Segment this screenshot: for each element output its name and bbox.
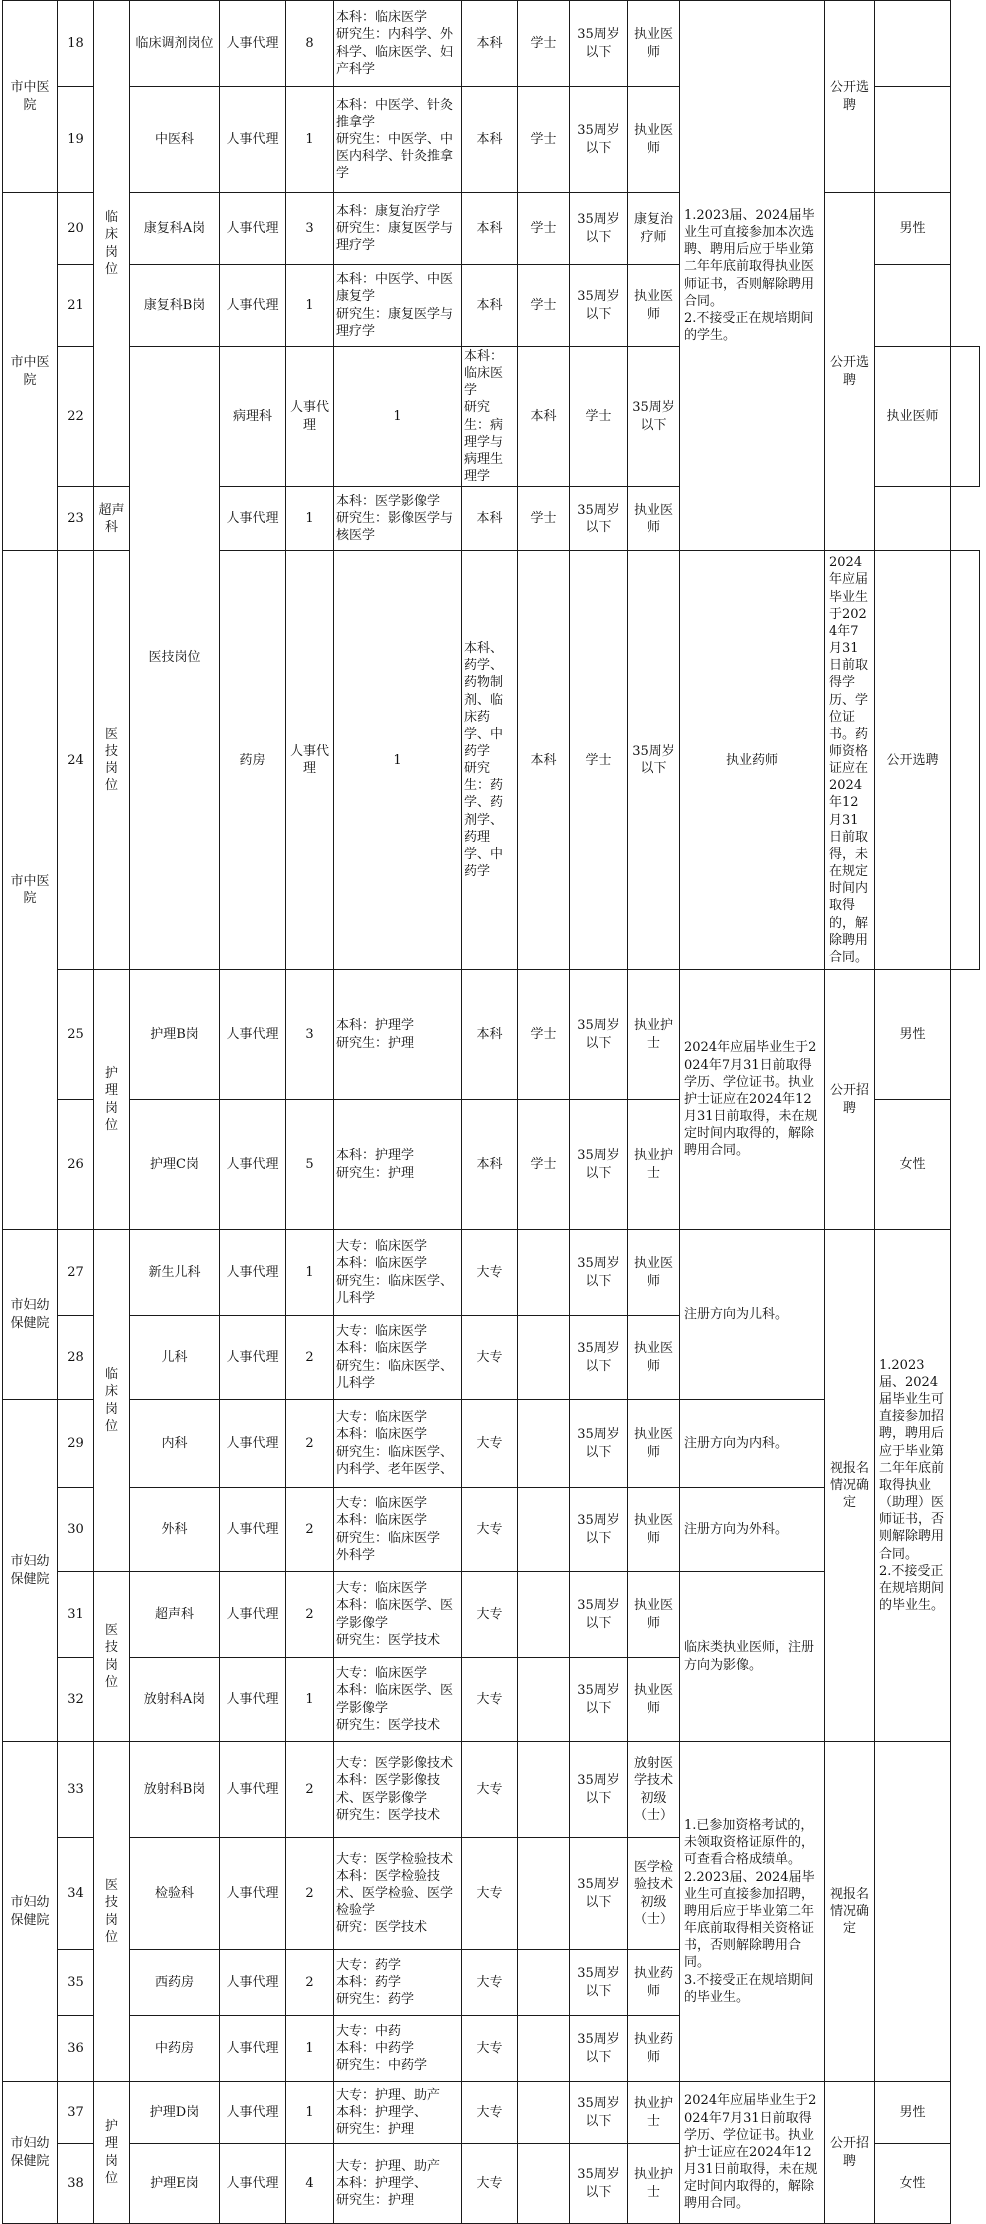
major-requirements: 大专：临床医学 本科：临床医学、医学影像学 研究生：医学技术 <box>334 1572 462 1658</box>
staff-type: 人事代理 <box>220 193 286 265</box>
age-limit: 35周岁以下 <box>570 265 628 347</box>
age-limit: 35周岁以下 <box>570 2016 628 2082</box>
staff-type: 人事代理 <box>220 1572 286 1658</box>
major-requirements: 本科：护理学 研究生：护理 <box>334 1100 462 1230</box>
degree <box>518 1316 570 1400</box>
row-number: 30 <box>58 1488 94 1572</box>
education: 大专 <box>462 1316 518 1400</box>
category-cell: 医技岗位 <box>94 1742 130 2082</box>
staff-type: 人事代理 <box>220 1950 286 2016</box>
headcount: 1 <box>334 347 462 487</box>
degree <box>518 2082 570 2144</box>
age-limit: 35周岁以下 <box>570 1100 628 1230</box>
row-number: 35 <box>58 1950 94 2016</box>
staff-type: 人事代理 <box>220 1400 286 1488</box>
degree <box>518 1950 570 2016</box>
staff-type: 人事代理 <box>220 87 286 193</box>
age-limit: 35周岁以下 <box>570 87 628 193</box>
qualification: 执业药师 <box>628 1950 680 2016</box>
qualification: 执业药师 <box>680 551 825 970</box>
row-number: 26 <box>58 1100 94 1230</box>
row-number: 22 <box>58 347 94 487</box>
other-requirement <box>875 265 951 347</box>
qualification: 执业护士 <box>628 2144 680 2224</box>
unit-cell: 市妇幼保健院 <box>3 1742 58 2082</box>
staff-type: 人事代理 <box>286 551 334 970</box>
staff-type: 人事代理 <box>220 2144 286 2224</box>
major-requirements: 本科：康复治疗学 研究生：康复医学与理疗学 <box>334 193 462 265</box>
row-number: 27 <box>58 1230 94 1316</box>
major-requirements: 本科：临床医学 研究生：内科学、外科学、临床医学、妇产科学 <box>334 1 462 87</box>
age-limit: 35周岁以下 <box>570 2144 628 2224</box>
post-name: 中药房 <box>130 2016 220 2082</box>
age-limit: 35周岁以下 <box>570 1838 628 1950</box>
qualification: 康复治疗师 <box>628 193 680 265</box>
age-limit: 35周岁以下 <box>570 487 628 551</box>
method-cell: 公开选聘 <box>825 193 875 551</box>
notes-cell: 注册方向为外科。 <box>680 1488 825 1572</box>
degree <box>518 2144 570 2224</box>
degree: 学士 <box>518 1 570 87</box>
category-cell: 医技岗位 <box>94 1572 130 1742</box>
staff-type: 人事代理 <box>220 1658 286 1742</box>
major-requirements: 大专：临床医学 本科：临床医学 研究生：临床医学、儿科学 <box>334 1230 462 1316</box>
major-requirements: 本科：临床医学 研究生：病理学与病理生理学 <box>462 347 518 487</box>
headcount: 1 <box>286 487 334 551</box>
table-row <box>3 2082 980 2144</box>
staff-type: 人事代理 <box>220 1488 286 1572</box>
education: 本科 <box>462 487 518 551</box>
row-number: 18 <box>58 1 94 87</box>
education: 本科 <box>518 347 570 487</box>
notes-cell: 1.2023届、2024届毕业生可直接参加招聘，聘用后应于毕业第二年年底前取得执业（助理）医师证书，否则解除聘用合同。 2.不接受正在规培期间的毕业生。 <box>875 1230 951 1742</box>
major-requirements: 大专：临床医学 本科：临床医学 研究生：临床医学、儿科学 <box>334 1316 462 1400</box>
education: 大专 <box>462 1230 518 1316</box>
degree: 学士 <box>570 347 628 487</box>
other-requirement <box>951 551 980 970</box>
table-row <box>3 193 980 265</box>
post-name: 病理科 <box>220 347 286 487</box>
education: 大专 <box>462 1488 518 1572</box>
row-number: 28 <box>58 1316 94 1400</box>
other-requirement: 女性 <box>875 1100 951 1230</box>
headcount: 2 <box>286 1316 334 1400</box>
degree: 学士 <box>570 551 628 970</box>
degree: 学士 <box>518 265 570 347</box>
major-requirements: 本科、药学、药物制剂、临床药学、中药学 研究生：药学、药剂学、药理学、中药学 <box>462 551 518 970</box>
degree: 学士 <box>518 1100 570 1230</box>
major-requirements: 大专：医学检验技术 本科：医学检验技术、医学检验、医学检验学 研究：医学技术 <box>334 1838 462 1950</box>
unit-cell: 市妇幼保健院 <box>3 1230 58 1400</box>
method-cell: 公开选聘 <box>875 551 951 970</box>
method-cell: 公开选聘 <box>825 1 875 193</box>
staff-type: 人事代理 <box>286 347 334 487</box>
education: 本科 <box>462 1 518 87</box>
major-requirements: 大专：中药 本科：中药学 研究生：中药学 <box>334 2016 462 2082</box>
post-name: 中医科 <box>130 87 220 193</box>
degree: 学士 <box>518 487 570 551</box>
table-row <box>3 1230 980 1316</box>
row-number: 38 <box>58 2144 94 2224</box>
post-name: 临床调剂岗位 <box>130 1 220 87</box>
education: 大专 <box>462 2144 518 2224</box>
qualification: 执业医师 <box>628 487 680 551</box>
headcount: 1 <box>286 2016 334 2082</box>
major-requirements: 大专：临床医学 本科：临床医学 研究生：临床医学、内科学、老年医学、 <box>334 1400 462 1488</box>
notes-cell: 注册方向为内科。 <box>680 1400 825 1488</box>
headcount: 2 <box>286 1742 334 1838</box>
staff-type: 人事代理 <box>220 1100 286 1230</box>
other-requirement <box>875 87 951 193</box>
method-cell: 公开招聘 <box>825 2082 875 2224</box>
age-limit: 35周岁以下 <box>570 2082 628 2144</box>
degree <box>518 1488 570 1572</box>
staff-type: 人事代理 <box>220 1316 286 1400</box>
staff-type: 人事代理 <box>220 1742 286 1838</box>
major-requirements: 大专：护理、助产 本科：护理学、 研究生：护理 <box>334 2144 462 2224</box>
education: 大专 <box>462 1572 518 1658</box>
headcount: 2 <box>286 1400 334 1488</box>
headcount: 2 <box>286 1488 334 1572</box>
headcount: 1 <box>286 87 334 193</box>
other-requirement: 男性 <box>875 970 951 1100</box>
staff-type: 人事代理 <box>220 1838 286 1950</box>
staff-type: 人事代理 <box>220 1 286 87</box>
qualification: 执业医师 <box>628 1400 680 1488</box>
unit-cell: 市中医院 <box>3 551 58 1230</box>
degree: 学士 <box>518 970 570 1100</box>
age-limit: 35周岁以下 <box>570 970 628 1100</box>
headcount: 3 <box>286 193 334 265</box>
row-number: 31 <box>58 1572 94 1658</box>
post-name: 检验科 <box>130 1838 220 1950</box>
notes-cell: 2024年应届毕业生于2024年7月31日前取得学历、学位证书。执业护士证应在2024年12月31日前取得，未在规定时间内取得的，解除聘用合同。 <box>680 2082 825 2224</box>
education: 大专 <box>462 1742 518 1838</box>
table-row <box>3 1 980 87</box>
post-name: 新生儿科 <box>130 1230 220 1316</box>
qualification: 执业医师 <box>628 1658 680 1742</box>
row-number: 20 <box>58 193 94 265</box>
age-limit: 35周岁以下 <box>570 1572 628 1658</box>
row-number: 34 <box>58 1838 94 1950</box>
qualification: 执业护士 <box>628 2082 680 2144</box>
education: 大专 <box>462 1400 518 1488</box>
headcount: 1 <box>286 2082 334 2144</box>
headcount: 8 <box>286 1 334 87</box>
row-number: 32 <box>58 1658 94 1742</box>
recruitment-table <box>2 0 980 2224</box>
post-name: 护理B岗 <box>130 970 220 1100</box>
degree: 学士 <box>518 87 570 193</box>
notes-cell: 1.已参加资格考试的，未领取资格证原件的，可查看合格成绩单。 2.2023届、2024届毕业生可直接参加招聘，聘用后应于毕业第二年年底前取得相关资格证书，否则解除聘用合同。 3.不接受正在规培期间的毕业生。 <box>680 1742 825 2082</box>
age-limit: 35周岁以下 <box>628 551 680 970</box>
major-requirements: 大专：临床医学 本科：临床医学 研究生：临床医学 外科学 <box>334 1488 462 1572</box>
headcount: 1 <box>286 1658 334 1742</box>
method-cell: 公开招聘 <box>825 970 875 1230</box>
degree <box>518 1572 570 1658</box>
headcount: 2 <box>286 1838 334 1950</box>
post-name: 超声科 <box>130 1572 220 1658</box>
table-row <box>3 1742 980 1838</box>
age-limit: 35周岁以下 <box>570 1400 628 1488</box>
post-name: 放射科A岗 <box>130 1658 220 1742</box>
row-number: 36 <box>58 2016 94 2082</box>
education: 大专 <box>462 1950 518 2016</box>
age-limit: 35周岁以下 <box>570 1 628 87</box>
qualification: 执业医师 <box>628 1316 680 1400</box>
education: 大专 <box>462 2016 518 2082</box>
qualification: 执业医师 <box>875 347 951 487</box>
headcount: 3 <box>286 970 334 1100</box>
staff-type: 人事代理 <box>220 2082 286 2144</box>
headcount: 1 <box>334 551 462 970</box>
education: 大专 <box>462 1658 518 1742</box>
row-number: 24 <box>58 551 94 970</box>
unit-cell: 市妇幼保健院 <box>3 2082 58 2224</box>
category-cell: 临床岗位 <box>94 1230 130 1572</box>
row-number: 21 <box>58 265 94 347</box>
degree <box>518 1230 570 1316</box>
headcount: 1 <box>286 265 334 347</box>
row-number: 29 <box>58 1400 94 1488</box>
other-requirement <box>875 1 951 87</box>
row-number: 23 <box>58 487 94 551</box>
notes-cell: 1.2023届、2024届毕业生可直接参加本次选聘、聘用后应于毕业第二年年底前取得执业医师证书，否则解除聘用合同。 2.不接受正在规培期间的学生。 <box>680 1 825 551</box>
qualification: 执业护士 <box>628 1100 680 1230</box>
major-requirements: 大专：护理、助产 本科：护理学、 研究生：护理 <box>334 2082 462 2144</box>
age-limit: 35周岁以下 <box>570 1316 628 1400</box>
qualification: 执业医师 <box>628 1488 680 1572</box>
other-requirement: 男性 <box>875 193 951 265</box>
row-number: 33 <box>58 1742 94 1838</box>
qualification: 执业护士 <box>628 970 680 1100</box>
qualification: 医学检验技术初级（士） <box>628 1838 680 1950</box>
post-name: 放射科B岗 <box>130 1742 220 1838</box>
headcount: 4 <box>286 2144 334 2224</box>
major-requirements: 本科：中医学、中医康复学 研究生：康复医学与理疗学 <box>334 265 462 347</box>
qualification: 执业药师 <box>628 2016 680 2082</box>
major-requirements: 本科：护理学 研究生：护理 <box>334 970 462 1100</box>
degree <box>518 1838 570 1950</box>
row-number: 37 <box>58 2082 94 2144</box>
notes-cell: 临床类执业医师，注册方向为影像。 <box>680 1572 825 1742</box>
staff-type: 人事代理 <box>220 487 286 551</box>
row-number: 19 <box>58 87 94 193</box>
post-name: 超声科 <box>94 487 130 551</box>
staff-type: 人事代理 <box>220 970 286 1100</box>
education: 本科 <box>462 970 518 1100</box>
notes-cell: 2024年应届毕业生于2024年7月31日前取得学历、学位证书。执业护士证应在2024年12月31日前取得，未在规定时间内取得的，解除聘用合同。 <box>680 970 825 1230</box>
age-limit: 35周岁以下 <box>570 193 628 265</box>
category-cell: 护理岗位 <box>94 2082 130 2224</box>
other-requirement: 女性 <box>875 2144 951 2224</box>
age-limit: 35周岁以下 <box>570 1742 628 1838</box>
post-name: 护理D岗 <box>130 2082 220 2144</box>
notes-cell: 2024年应届毕业生于2024年7月31日前取得学历、学位证书。药师资格证应在2024年12月31日前取得，未在规定时间内取得的，解除聘用合同。 <box>825 551 875 970</box>
headcount: 5 <box>286 1100 334 1230</box>
headcount: 1 <box>286 1230 334 1316</box>
category-cell: 医技岗位 <box>94 551 130 970</box>
degree <box>518 1400 570 1488</box>
education: 本科 <box>462 193 518 265</box>
unit-cell: 市妇幼保健院 <box>3 1400 58 1742</box>
age-limit: 35周岁以下 <box>570 1950 628 2016</box>
other-requirement <box>875 1742 951 2082</box>
headcount: 2 <box>286 1950 334 2016</box>
post-name: 护理E岗 <box>130 2144 220 2224</box>
major-requirements: 大专：药学 本科：药学 研究生：药学 <box>334 1950 462 2016</box>
unit-cell: 市中医院 <box>3 193 58 551</box>
headcount: 2 <box>286 1572 334 1658</box>
education: 本科 <box>462 265 518 347</box>
qualification: 执业医师 <box>628 1230 680 1316</box>
education: 本科 <box>462 87 518 193</box>
qualification: 放射医学技术初级（士） <box>628 1742 680 1838</box>
education: 大专 <box>462 2082 518 2144</box>
qualification: 执业医师 <box>628 87 680 193</box>
major-requirements: 本科：中医学、针灸推拿学 研究生：中医学、中医内科学、针灸推拿学 <box>334 87 462 193</box>
staff-type: 人事代理 <box>220 265 286 347</box>
age-limit: 35周岁以下 <box>570 1658 628 1742</box>
major-requirements: 大专：医学影像技术 本科：医学影像技术、医学影像学 研究生：医学技术 <box>334 1742 462 1838</box>
post-name: 康复科A岗 <box>130 193 220 265</box>
method-cell: 视报名情况确定 <box>825 1230 875 1742</box>
category-cell: 护理岗位 <box>94 970 130 1230</box>
major-requirements: 本科：医学影像学 研究生：影像医学与核医学 <box>334 487 462 551</box>
post-name: 西药房 <box>130 1950 220 2016</box>
degree <box>518 1742 570 1838</box>
post-name: 内科 <box>130 1400 220 1488</box>
row-number: 25 <box>58 970 94 1100</box>
post-name: 药房 <box>220 551 286 970</box>
education: 大专 <box>462 1838 518 1950</box>
degree <box>518 1658 570 1742</box>
post-name: 康复科B岗 <box>130 265 220 347</box>
qualification: 执业医师 <box>628 1572 680 1658</box>
qualification: 执业医师 <box>628 1 680 87</box>
category-cell: 临床岗位 <box>94 1 130 487</box>
post-name: 儿科 <box>130 1316 220 1400</box>
age-limit: 35周岁以下 <box>628 347 680 487</box>
notes-cell: 注册方向为儿科。 <box>680 1230 825 1400</box>
staff-type: 人事代理 <box>220 2016 286 2082</box>
education: 本科 <box>462 1100 518 1230</box>
method-cell: 视报名情况确定 <box>825 1742 875 2082</box>
age-limit: 35周岁以下 <box>570 1488 628 1572</box>
qualification: 执业医师 <box>628 265 680 347</box>
major-requirements: 大专：临床医学 本科：临床医学、医学影像学 研究生：医学技术 <box>334 1658 462 1742</box>
degree <box>518 2016 570 2082</box>
other-requirement <box>875 487 951 551</box>
other-requirement <box>951 347 980 487</box>
unit-cell: 市中医院 <box>3 1 58 193</box>
education: 本科 <box>518 551 570 970</box>
post-name: 护理C岗 <box>130 1100 220 1230</box>
post-name: 外科 <box>130 1488 220 1572</box>
other-requirement: 男性 <box>875 2082 951 2144</box>
table-row <box>3 970 980 1100</box>
category-cell: 医技岗位 <box>130 347 220 970</box>
age-limit: 35周岁以下 <box>570 1230 628 1316</box>
degree: 学士 <box>518 193 570 265</box>
staff-type: 人事代理 <box>220 1230 286 1316</box>
